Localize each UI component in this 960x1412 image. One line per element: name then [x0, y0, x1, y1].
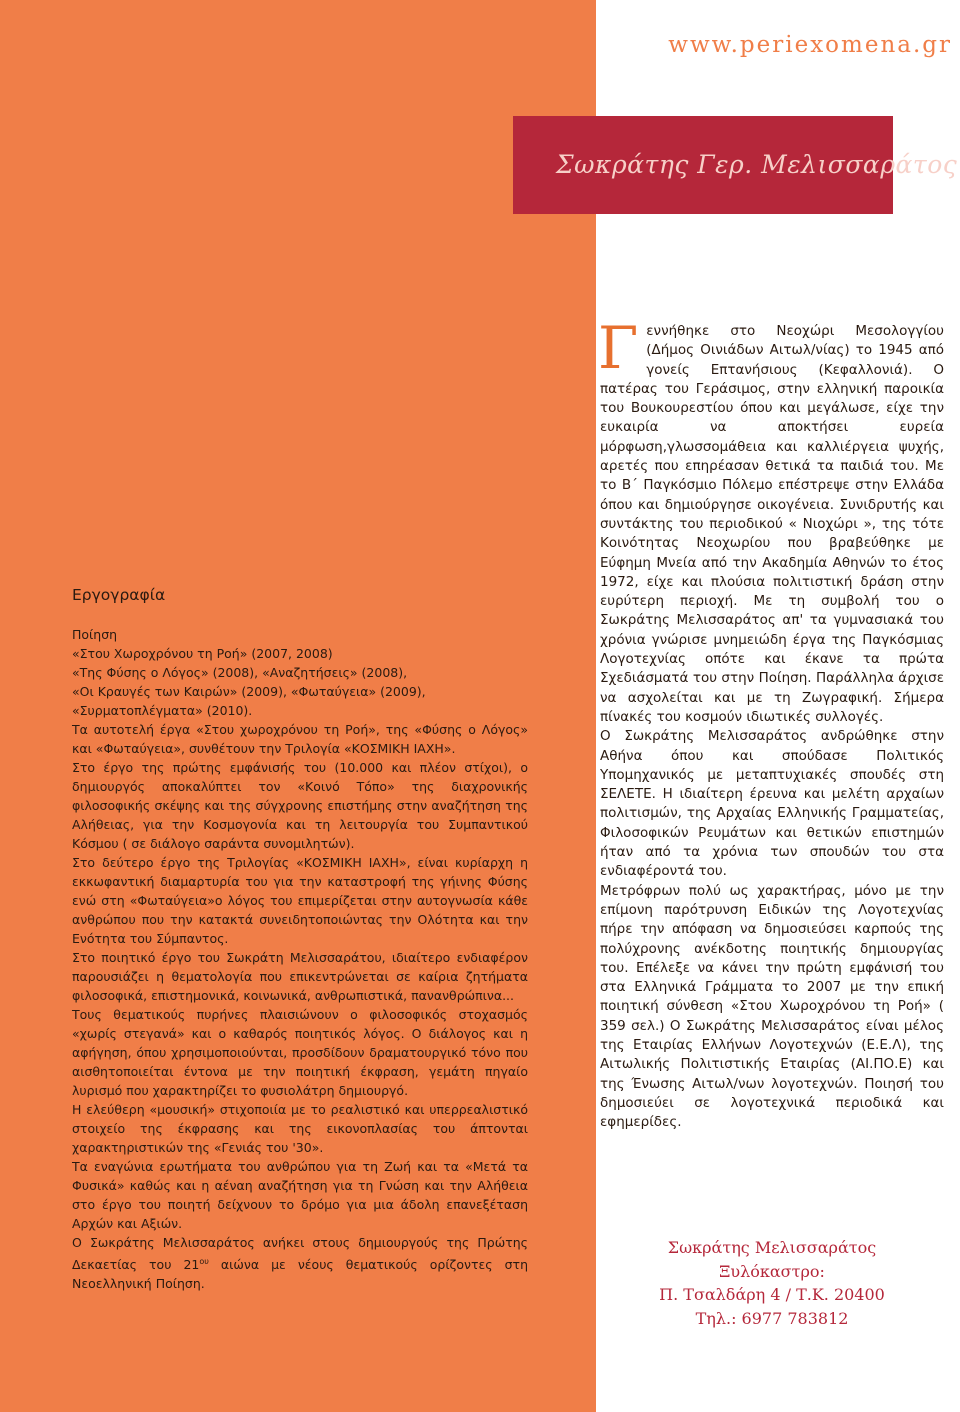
- contact-place: Ξυλόκαστρο:: [719, 1261, 825, 1281]
- paragraph: Ο Σωκράτης Μελισσαράτος ανδρώθηκε στην Αθήνα όπου και σπούδασε Πολιτικός Υπομηχανικός με μεταπτυχιακές σπουδές στη ΣΕΛΕΤΕ. Η ιδιαίτερη έρευνα και μελέτη αρχαίων πολιτισμών, της Αρχαίας Ελληνικής Γραμματείας, Φιλοσοφικών Ρευμάτων και θετικών επιστημών ήταν από τα χρόνια των σπουδών του στα ενδιαφέροντά του.: [600, 728, 944, 880]
- closing-text-end: αιώνα με νέους θεματικούς ορίζοντες στη Νεοελληνική Ποίηση.: [72, 1257, 528, 1292]
- paragraph: Ποίηση: [72, 627, 118, 642]
- contact-block: [600, 1236, 944, 1330]
- paragraph: «Συρματοπλέγματα» (2010).: [72, 703, 253, 718]
- contact-phone: Τηλ.: 6977 783812: [695, 1308, 849, 1328]
- bibliography-column: [72, 586, 528, 1293]
- banner-title: Σωκράτης Γερ. Μελισσαράτος: [556, 150, 958, 179]
- biography-column: [598, 314, 944, 1132]
- bibliography-heading: Εργογραφία: [72, 586, 166, 604]
- biography-text: εννήθηκε στο Νεοχώρι Μεσολογγίου (Δήμος Οινιάδων Αιτωλ/νίας) το 1945 από γονείς Επτανήσιους (Κεφαλλονιά). Ο πατέρας του Γεράσιμος, στην ελληνική παροικία του Βουκουρεστίου όπου και μεγάλωσε, είχε την ευκαιρία να αποκτήσει ευρεία μόρφωση,γλωσσομάθεια και καλλιέργεια ψυχής, αρετές που επηρέασαν θετικά τα παιδιά του. Με το Β΄ Παγκόσμιο Πόλεμο επέστρεψε στην Ελλάδα όπου και δημιούργησε οικογένεια. Συνιδρυτής και συντάκτης του περιοδικού « Νιοχώρι », της τότε Κοινότητας Νεοχωρίου που βραβεύθηκε με Εύφημη Μνεία από την Ακαδημία Αθηνών το έτος 1972, είχε και πλούσια πολιτιστική δράση στην ευρύτερη περιοχή. Με τη συμβολή του ο Σωκράτης Μελισσαράτος απ' τα γυμνασιακά του χρόνια γνώρισε μνημειώδη έργα της Παγκόσμιας Λογοτεχνίας οπότε και έκανε τα πρώτα Σχεδιάσματά του στην Ποίηση. Παράλληλα άρχισε να ασχολείται και με τη Ζωγραφική. Σήμερα πίνακές του κοσμούν ιδιωτικές συλλογές.: [600, 323, 944, 725]
- paragraph: Στο έργο της πρώτης εμφάνισής του (10.000 και πλέον στίχοι), ο δημιουργός αποκαλύπτει τον «Κοινό Τόπο» της διαχρονικής φιλοσοφικής σκέψης και της σύγχρονης επιστήμης στην αναζήτηση της Αλήθειας, για την Κοσμογονία και τη λειτουργία του Συμπαντικού Κόσμου ( σε διάλογο σαράντα συνομιλητών).: [72, 760, 528, 851]
- ordinal-superscript: ου: [199, 1257, 209, 1266]
- closing-paragraph: [72, 1233, 528, 1293]
- biography-paragraph: [598, 314, 944, 727]
- contact-address: Π. Τσαλδάρη 4 / Τ.Κ. 20400: [659, 1285, 885, 1304]
- drop-cap: Γ: [598, 314, 639, 382]
- closing-text-start: Ο Σωκράτης Μελισσαράτος ανήκει στους δημιουργούς της Πρώτης Δεκαετίας του 21: [72, 1235, 528, 1273]
- paragraph: Τα εναγώνια ερωτήματα του ανθρώπου για τη Ζωή και τα «Μετά τα Φυσικά» καθώς και η αέναη αναζήτηση για τη Γνώση και την Αλήθεια στο έργο του ποιητή δείχνουν το δρόμο για μια άδολη επανεξέταση Αρχών και Αξιών.: [72, 1159, 528, 1231]
- paragraph: «Οι Κραυγές των Καιρών» (2009), «Φωταύγεια» (2009),: [72, 684, 426, 699]
- contact-name: Σωκράτης Μελισσαράτος: [667, 1238, 877, 1257]
- paragraph: Τα αυτοτελή έργα «Στου χωροχρόνου τη Ροή», της «Φύσης ο Λόγος» και «Φωταύγεια», συνθέτουν την Τριλογία «ΚΟΣΜΙΚΗ ΙΑΧΗ».: [72, 722, 528, 756]
- paragraph: «Της Φύσης ο Λόγος» (2008), «Αναζητήσεις» (2008),: [72, 665, 408, 680]
- paragraph: «Στου Χωροχρόνου τη Ροή» (2007, 2008): [72, 646, 333, 661]
- paragraph: Στο δεύτερο έργο της Τριλογίας «ΚΟΣΜΙΚΗ ΙΑΧΗ», είναι κυρίαρχη η εκκωφαντική διαμαρτυρία του για την καταστροφή της γήινης Φύσης ενώ στη «Φωταύγεια»ο λόγος του επιμερίζεται στην αυτογνωσία κάθε ανθρώπου που την κατακτά συνειδητοποιώντας την Ολότητα και την Ενότητα του Σύμπαντος.: [72, 855, 528, 946]
- paragraph: Τους θεματικούς πυρήνες πλαισιώνουν ο φιλοσοφικός στοχασμός «χωρίς στεγανά» και ο καθαρός ποιητικός λόγος. Ο διάλογος και η αφήγηση, όπου χρησιμοποιούνται, προσδίδουν δραματουργικό τόνο που αισθητοποιείται έντονα με την ποιητική έκφραση, γεμάτη πηγαίο λυρισμό που χαρακτηρίζει το φυσιολάτρη δημιουργό.: [72, 1007, 528, 1098]
- paragraph: Μετρόφρων πολύ ως χαρακτήρας, μόνο με την επίμονη παρότρυνση Ειδικών της Λογοτεχνίας πήρε την απόφαση να δημοσιεύσει καρπούς της πολύχρονης ανέκδοτης ποιητικής δημιουργίας του. Επέλεξε να κάνει την πρώτη εμφάνισή του στα Ελληνικά Γράμματα το 2007 με την επική ποιητική σύνθεση «Στου Χωροχρόνου τη Ροή» ( 359 σελ.) Ο Σωκράτης Μελισσαράτος είναι μέλος της Εταιρίας Ελλήνων Λογοτεχνών (Ε.Ε.Λ), της Αιτωλικής Πολιτιστικής Εταιρίας (ΑΙ.ΠΟ.Ε) και της Ένωσης Αιτωλ/νων λογοτεχνών. Ποιησή του δημοσιεύει σε λογοτεχνικά περιοδικά και εφημερίδες.: [600, 882, 944, 1131]
- paragraph: Η ελεύθερη «μουσική» στιχοποιία με το ρεαλιστικό και υπερρεαλιστικό στοιχείο της έκφρασης και της εικονοπλασίας του άπτονται χαρακτηριστικών της «Γενιάς του '30».: [72, 1102, 528, 1155]
- paragraph: Στο ποιητικό έργο του Σωκράτη Μελισσαράτου, ιδιαίτερο ενδιαφέρον παρουσιάζει η θεματολογία που επικεντρώνεται σε καίρια ζητήματα φιλοσοφικά, επιστημονικά, κοινωνικά, ανθρωπιστικά, πανανθρώπινα...: [72, 950, 528, 1003]
- site-url: www.periexomena.gr: [668, 32, 952, 58]
